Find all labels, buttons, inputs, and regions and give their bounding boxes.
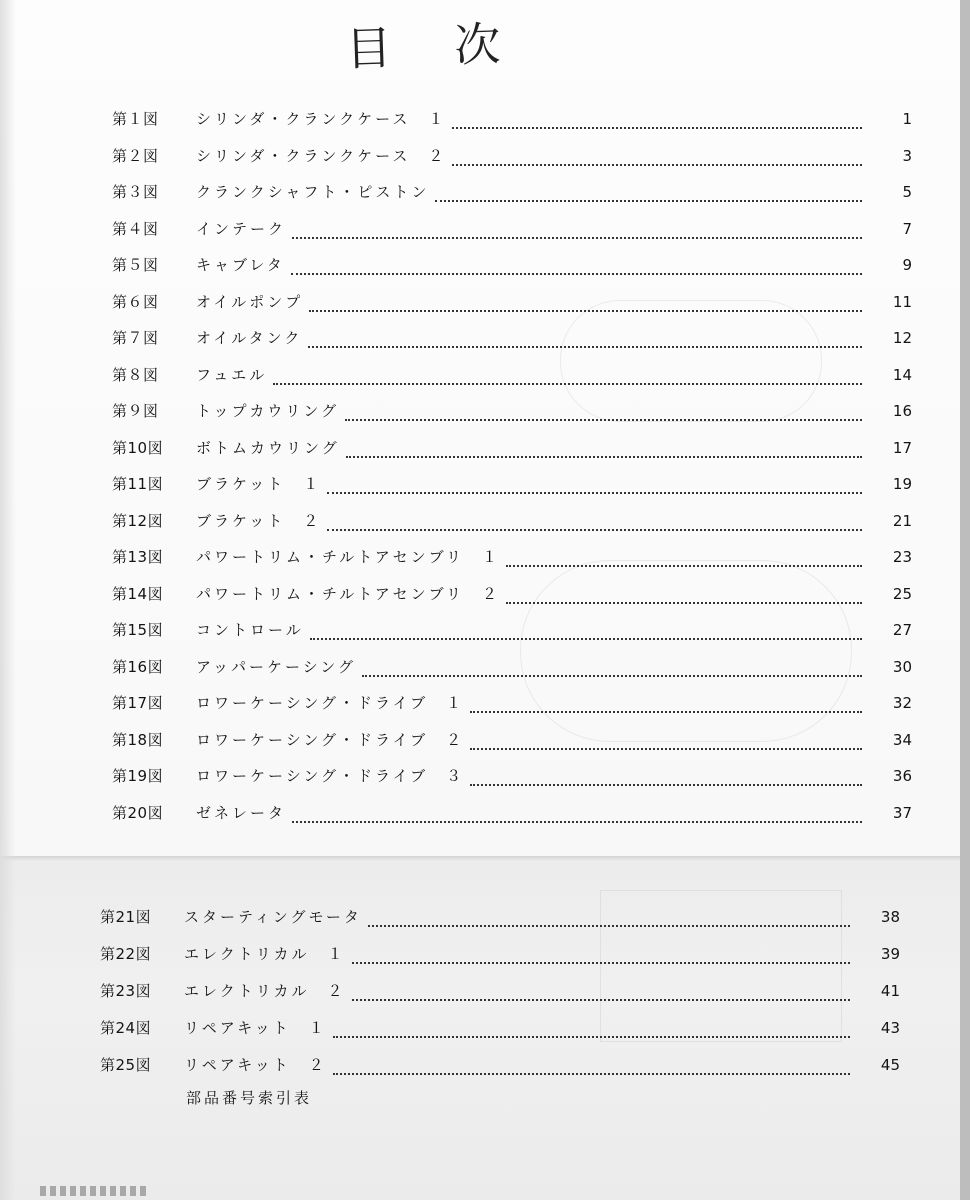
dot-leader — [310, 626, 862, 640]
toc-entry — [112, 798, 912, 828]
figure-number: 第14図 — [112, 584, 164, 603]
toc-entry — [100, 1050, 900, 1080]
page-number: 21 — [892, 511, 912, 530]
figure-title: ブラケット ２ — [196, 511, 322, 530]
dot-leader — [309, 298, 862, 312]
page-number: 5 — [902, 183, 912, 201]
dot-leader — [470, 699, 862, 713]
figure-number: 第６図 — [112, 292, 159, 311]
page-number: 1 — [902, 110, 912, 128]
figure-title: オイルタンク — [196, 329, 303, 347]
parts-number-index-entry: 部品番号索引表 — [186, 1089, 313, 1107]
left-scan-edge — [0, 0, 16, 1200]
dot-leader — [292, 809, 862, 823]
dot-leader — [368, 913, 850, 927]
figure-number: 第12図 — [112, 511, 164, 530]
figure-number: 第24図 — [100, 1019, 152, 1037]
figure-number: 第16図 — [112, 657, 164, 676]
figure-title: アッパーケーシング — [196, 657, 356, 676]
toc-entry — [112, 506, 912, 536]
figure-title: コントロール — [196, 621, 304, 639]
toc-entry — [100, 1013, 900, 1043]
page-number: 14 — [892, 365, 912, 384]
figure-number: 第19図 — [112, 767, 164, 785]
toc-entry — [112, 761, 912, 791]
page-number: 30 — [892, 657, 912, 676]
figure-title: トップカウリング — [196, 402, 340, 420]
page-number: 27 — [892, 621, 912, 639]
page-number: 3 — [902, 146, 912, 165]
figure-title: ボトムカウリング — [196, 438, 340, 457]
dot-leader — [435, 188, 862, 202]
toc-entry — [112, 725, 912, 755]
figure-number: 第４図 — [112, 219, 159, 238]
dot-leader — [345, 407, 862, 421]
scan-edge-marks — [40, 1186, 150, 1196]
page-title: 目 次 — [344, 15, 526, 77]
toc-entry — [112, 652, 912, 682]
figure-number: 第５図 — [112, 256, 159, 274]
page-number: 11 — [892, 292, 912, 311]
figure-title: ゼネレータ — [196, 803, 287, 822]
toc-entry — [112, 615, 912, 645]
figure-title: フュエル — [196, 365, 268, 384]
dot-leader — [346, 444, 862, 458]
toc-entry — [112, 469, 912, 499]
right-scan-edge — [960, 0, 970, 1200]
toc-entry — [100, 976, 900, 1006]
toc-entry — [112, 688, 912, 718]
toc-entry — [112, 250, 912, 280]
figure-title: インテーク — [196, 219, 287, 238]
figure-number: 第11図 — [112, 475, 164, 493]
page-number: 34 — [892, 730, 912, 749]
figure-number: 第21図 — [100, 908, 152, 926]
figure-title: シリンダ・クランクケース ２ — [196, 146, 447, 165]
dot-leader — [273, 371, 862, 385]
figure-title: キャブレタ — [196, 256, 285, 274]
page-number: 7 — [902, 219, 912, 238]
page-number: 45 — [880, 1056, 900, 1074]
dot-leader — [327, 517, 862, 531]
figure-number: 第15図 — [112, 621, 164, 639]
figure-title: クランクシャフト・ピストン — [196, 183, 430, 201]
figure-title: リペアキット ２ — [184, 1056, 327, 1074]
page-number: 39 — [880, 945, 900, 963]
dot-leader — [291, 261, 862, 275]
dot-leader — [292, 225, 862, 239]
toc-entry — [112, 214, 912, 244]
toc-entry — [112, 323, 912, 353]
toc-entry — [112, 287, 912, 317]
page-number: 37 — [892, 803, 912, 822]
figure-title: ロワーケーシング・ドライブ ２ — [196, 730, 465, 749]
figure-number: 第９図 — [112, 402, 159, 420]
toc-entry — [112, 579, 912, 609]
dot-leader — [506, 553, 862, 567]
dot-leader — [362, 663, 862, 677]
page-number: 19 — [892, 475, 912, 493]
toc-entry — [112, 177, 912, 207]
figure-number: 第３図 — [112, 183, 159, 201]
figure-title: エレクトリカル １ — [184, 945, 346, 963]
figure-title: パワートリム・チルトアセンブリ ２ — [196, 584, 501, 603]
figure-number: 第２図 — [112, 146, 159, 165]
figure-title: エレクトリカル ２ — [184, 982, 346, 1000]
dot-leader — [352, 987, 850, 1001]
page-number: 36 — [892, 767, 912, 785]
figure-number: 第20図 — [112, 803, 164, 822]
toc-entry — [112, 104, 912, 134]
figure-number: 第13図 — [112, 548, 164, 566]
toc-entry — [100, 939, 900, 969]
figure-number: 第10図 — [112, 438, 164, 457]
figure-title: リペアキット １ — [184, 1019, 327, 1037]
figure-title: ロワーケーシング・ドライブ ３ — [196, 767, 465, 785]
toc-entry — [100, 902, 900, 932]
figure-number: 第１図 — [112, 110, 159, 128]
page-number: 38 — [880, 908, 900, 926]
dot-leader — [308, 334, 862, 348]
dot-leader — [333, 1024, 850, 1038]
toc-entry — [112, 433, 912, 463]
dot-leader — [452, 115, 862, 129]
dot-leader — [470, 736, 862, 750]
figure-number: 第25図 — [100, 1056, 152, 1074]
toc-entry — [112, 542, 912, 572]
figure-number: 第23図 — [100, 982, 152, 1000]
figure-title: ロワーケーシング・ドライブ １ — [196, 694, 465, 712]
dot-leader — [470, 772, 862, 786]
dot-leader — [452, 152, 862, 166]
figure-number: 第22図 — [100, 945, 152, 963]
page-number: 32 — [892, 694, 912, 712]
dot-leader — [327, 480, 862, 494]
page-fold — [0, 856, 970, 862]
figure-number: 第17図 — [112, 694, 164, 712]
page-number: 23 — [892, 548, 912, 566]
figure-title: シリンダ・クランクケース １ — [196, 110, 447, 128]
page-number: 25 — [892, 584, 912, 603]
page-number: 43 — [880, 1019, 900, 1037]
figure-number: 第18図 — [112, 730, 164, 749]
page-number: 12 — [892, 329, 912, 347]
dot-leader — [352, 950, 850, 964]
figure-number: 第７図 — [112, 329, 159, 347]
figure-number: 第８図 — [112, 365, 159, 384]
dot-leader — [506, 590, 862, 604]
figure-title: スターティングモータ — [184, 908, 362, 926]
toc-entry — [112, 396, 912, 426]
figure-title: オイルポンプ — [196, 292, 304, 311]
dot-leader — [333, 1061, 850, 1075]
toc-entry — [112, 360, 912, 390]
page-number: 17 — [892, 438, 912, 457]
page-number: 16 — [892, 402, 912, 420]
page-number: 9 — [902, 256, 912, 274]
toc-entry — [112, 141, 912, 171]
figure-title: パワートリム・チルトアセンブリ １ — [196, 548, 501, 566]
figure-title: ブラケット １ — [196, 475, 322, 493]
page-number: 41 — [880, 982, 900, 1000]
